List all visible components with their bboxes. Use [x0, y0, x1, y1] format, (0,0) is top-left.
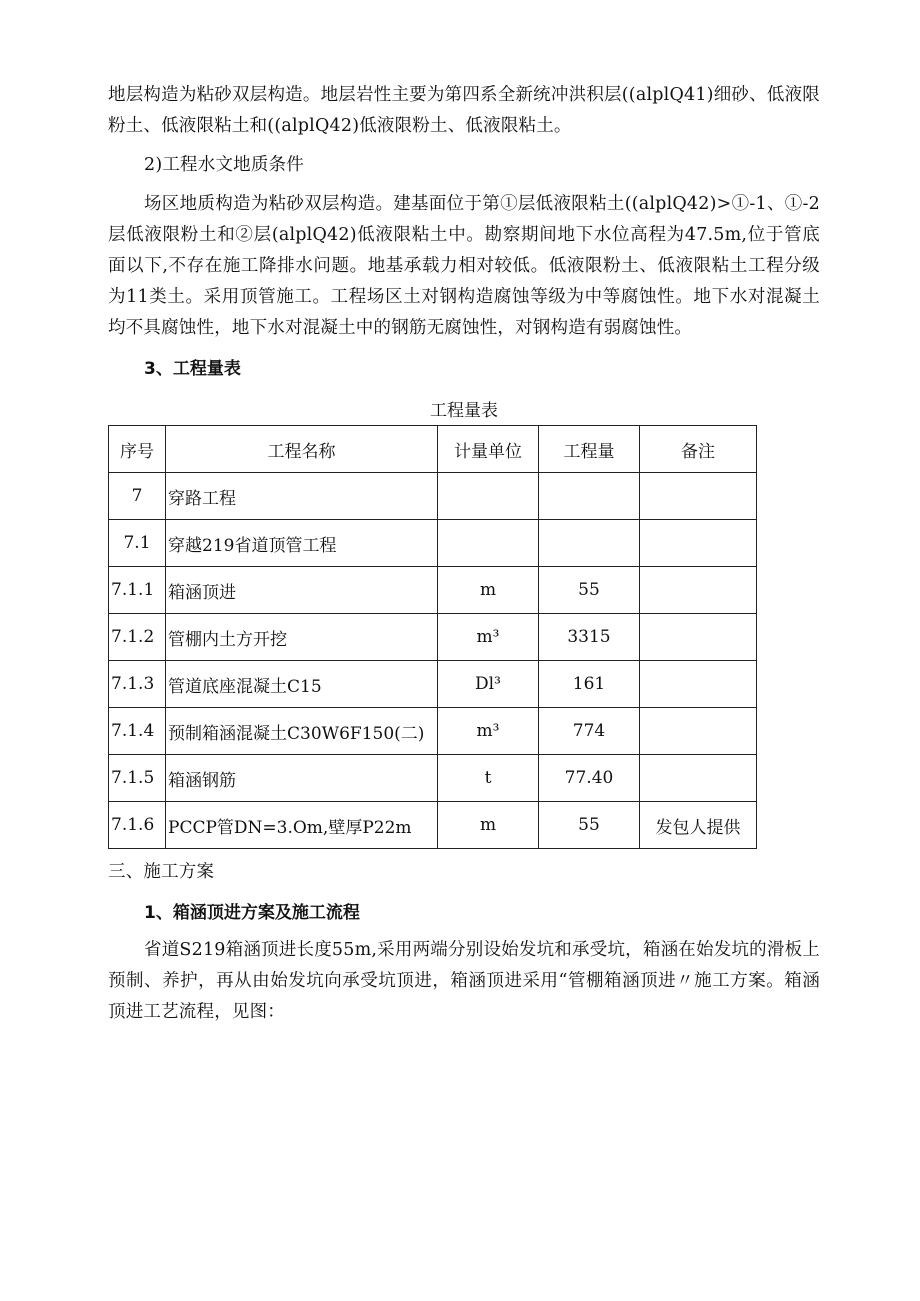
jacking-paragraph: 省道S219箱涵顶进长度55m,采用两端分别设始发坑和承受坑，箱涵在始发坑的滑板上预制、养护，再从由始发坑向承受坑顶进，箱涵顶进采用“管棚箱涵顶进〃施工方案。箱涵顶进工艺流程，见图： [108, 940, 820, 1022]
row-name: 箱涵钢筋 [166, 755, 438, 802]
table-row [109, 520, 757, 567]
row-quantity: 55 [539, 802, 640, 849]
document-page [108, 80, 820, 1028]
row-unit: m³ [438, 708, 539, 755]
row-quantity: 77.40 [539, 755, 640, 802]
geology-paragraph: 地层构造为粘砂双层构造。地层岩性主要为第四系全新统冲洪积层((alplQ41)细砂、低液限粉土、低液限粘土和((alplQ42)低液限粉土、低液限粘土。 [108, 85, 820, 136]
row-note [640, 614, 757, 661]
row-number: 7.1.6 [109, 802, 166, 849]
row-name: 管道底座混凝土C15 [166, 661, 438, 708]
row-unit: Dl³ [438, 661, 539, 708]
section-heading-construction: 三、施工方案 [108, 862, 215, 882]
table-row [109, 661, 757, 708]
row-quantity [539, 520, 640, 567]
header-cell: 工程量 [539, 426, 640, 473]
subheading-hydro: 2)工程水文地质条件 [144, 155, 304, 175]
row-unit [438, 473, 539, 520]
row-note [640, 755, 757, 802]
row-note [640, 520, 757, 567]
heading-quantity-table: 3、工程量表 [144, 359, 241, 379]
table-row [109, 802, 757, 849]
row-name: 箱涵顶进 [166, 567, 438, 614]
row-quantity: 774 [539, 708, 640, 755]
table-row [109, 708, 757, 755]
heading-jacking-plan: 1、箱涵顶进方案及施工流程 [144, 903, 360, 923]
row-note [640, 661, 757, 708]
row-note [640, 567, 757, 614]
row-number: 7.1.4 [109, 708, 166, 755]
row-name: 穿越219省道顶管工程 [166, 520, 438, 567]
row-quantity: 161 [539, 661, 640, 708]
header-cell: 工程名称 [166, 426, 438, 473]
row-note: 发包人提供 [640, 802, 757, 849]
row-number: 7 [109, 473, 166, 520]
row-name: PCCP管DN=3.Om,壁厚P22m [166, 802, 438, 849]
row-unit: m³ [438, 614, 539, 661]
table-header-row [109, 426, 757, 473]
header-cell: 序号 [109, 426, 166, 473]
row-number: 7.1.2 [109, 614, 166, 661]
row-number: 7.1.5 [109, 755, 166, 802]
row-number: 7.1.3 [109, 661, 166, 708]
row-number: 7.1 [109, 520, 166, 567]
table-row [109, 755, 757, 802]
row-unit: m [438, 567, 539, 614]
row-unit: m [438, 802, 539, 849]
row-unit [438, 520, 539, 567]
table-row [109, 567, 757, 614]
quantity-table [108, 425, 757, 849]
table-row [109, 473, 757, 520]
row-name: 预制箱涵混凝土C30W6F150(二) [166, 708, 438, 755]
row-unit: t [438, 755, 539, 802]
row-name: 穿路工程 [166, 473, 438, 520]
header-cell: 计量单位 [438, 426, 539, 473]
row-note [640, 473, 757, 520]
table-caption: 工程量表 [430, 401, 498, 421]
row-note [640, 708, 757, 755]
row-quantity: 55 [539, 567, 640, 614]
row-quantity: 3315 [539, 614, 640, 661]
row-name: 管棚内土方开挖 [166, 614, 438, 661]
row-quantity [539, 473, 640, 520]
row-number: 7.1.1 [109, 567, 166, 614]
table-row [109, 614, 757, 661]
header-cell: 备注 [640, 426, 757, 473]
hydro-paragraph: 场区地质构造为粘砂双层构造。建基面位于第①层低液限粘土((alplQ42)>①-1、①-2层低液限粉土和②层(alplQ42)低液限粘土中。勘察期间地下水位高程为47.5m,位于管底面以下,不存在施工降排水问题。地基承载力相对较低。低液限粉土、低液限粘土工程分级为11类土。采用顶管施工。工程场区土对钢构造腐蚀等级为中等腐蚀性。地下水对混凝土均不具腐蚀性，地下水对混凝土中的钢筋无腐蚀性，对钢构造有弱腐蚀性。 [108, 194, 820, 338]
